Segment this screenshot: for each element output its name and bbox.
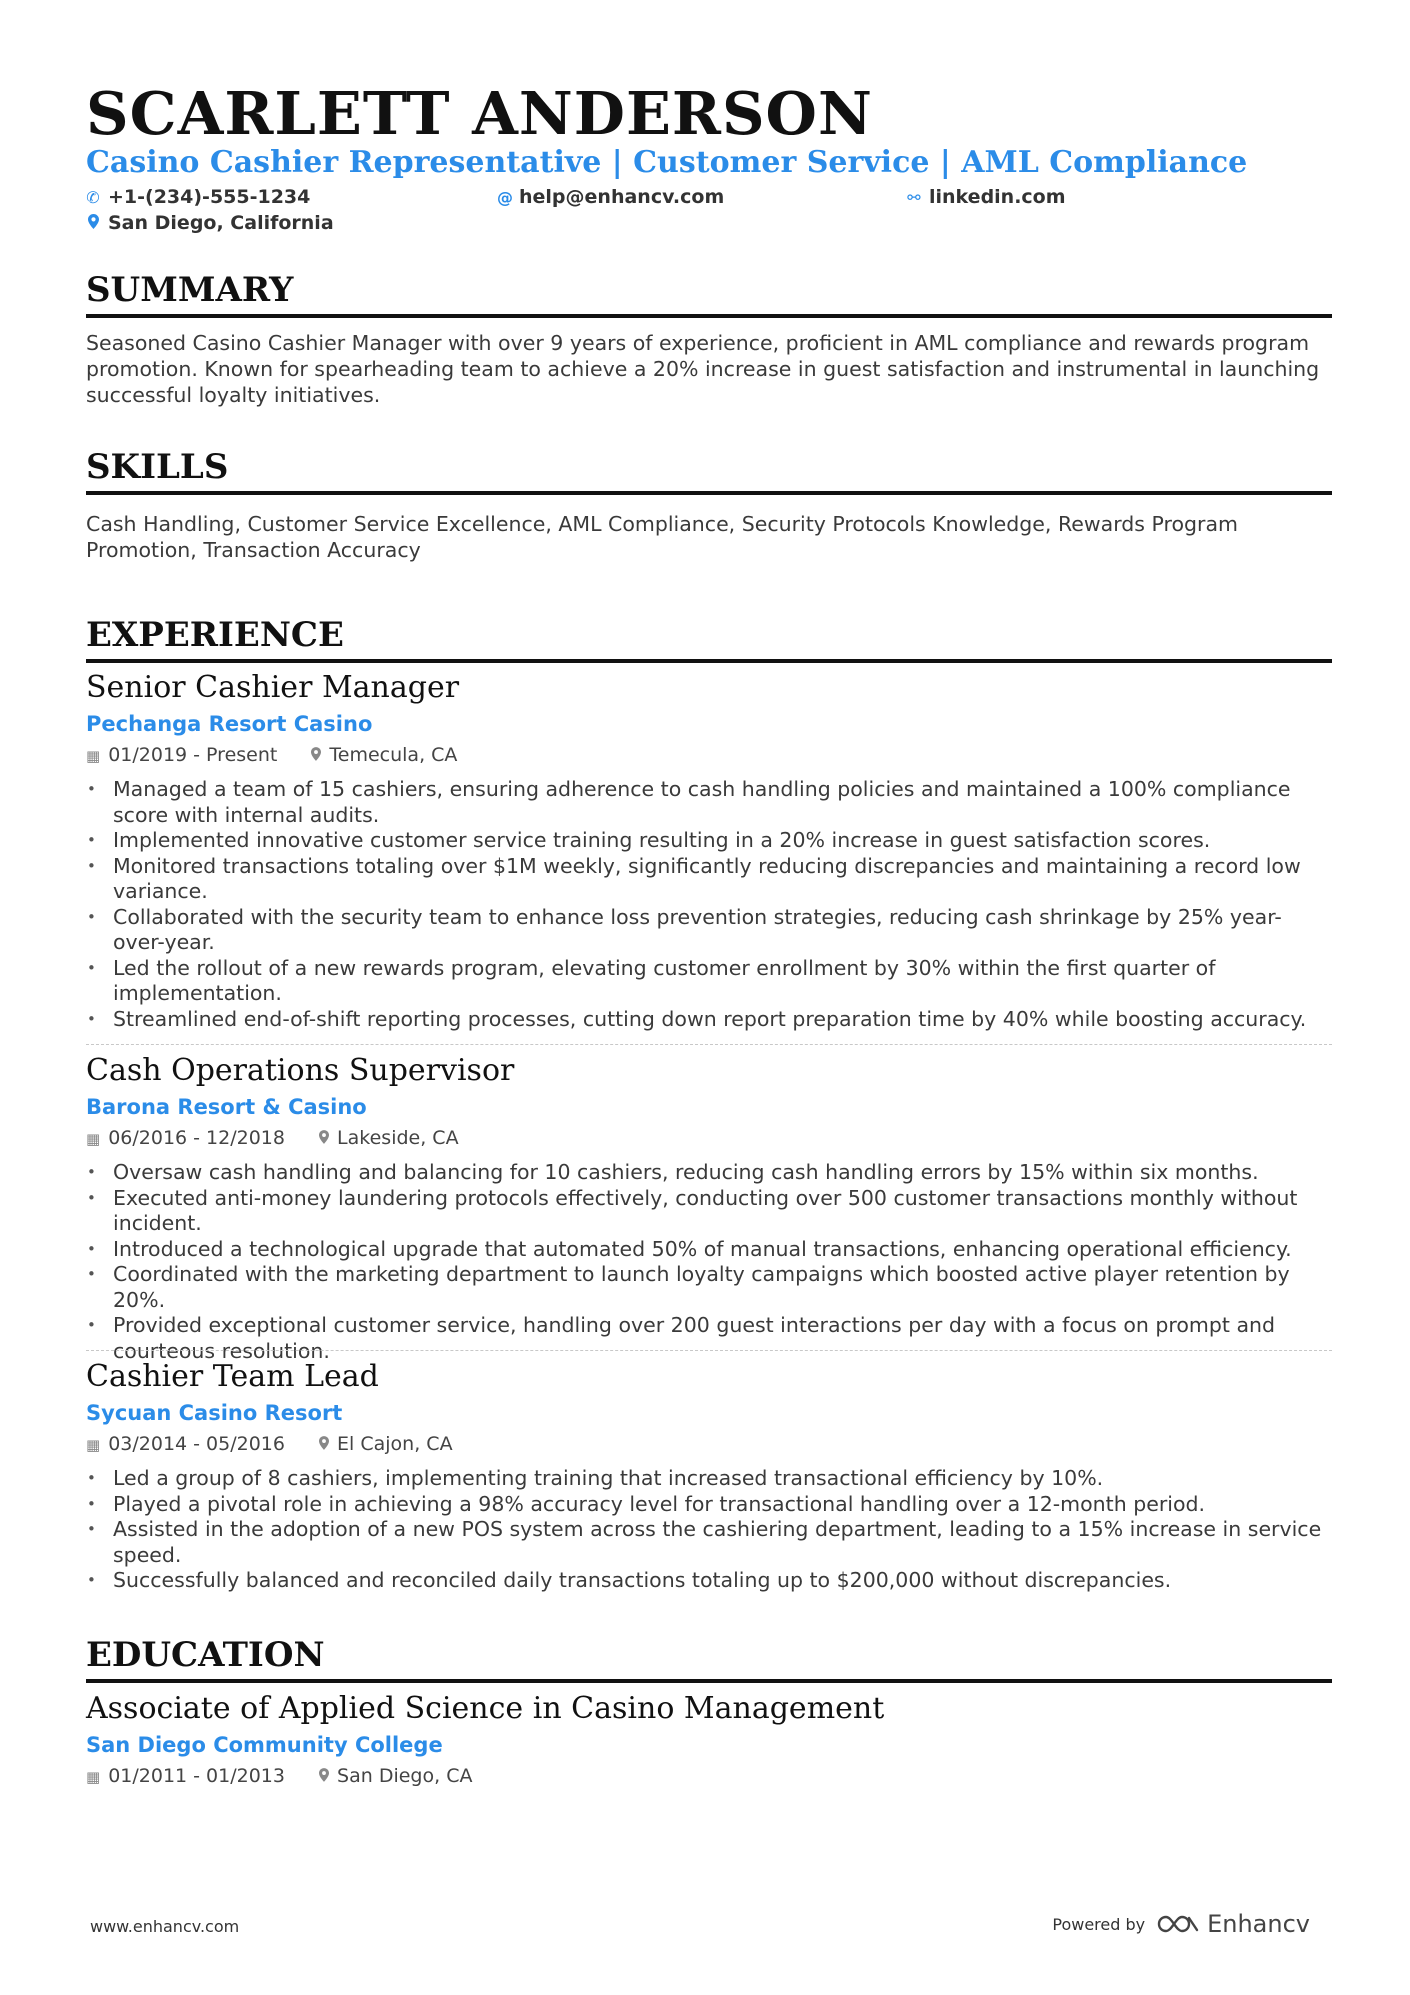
divider bbox=[86, 1350, 1332, 1351]
brand-name: Enhancv bbox=[1207, 1910, 1310, 1938]
map-pin-icon bbox=[311, 743, 321, 769]
education-meta bbox=[86, 1763, 472, 1790]
contact-email[interactable] bbox=[497, 184, 724, 211]
job-meta bbox=[86, 1431, 453, 1458]
degree-title: Associate of Applied Science in Casino Management bbox=[86, 1691, 885, 1726]
list-item: • Assisted in the adoption of a new POS system across the cashiering department, leading to a 15% increase in service speed. bbox=[86, 1517, 1332, 1568]
company-name: Sycuan Casino Resort bbox=[86, 1401, 343, 1425]
map-pin-icon bbox=[319, 1764, 329, 1790]
phone-icon: ✆ bbox=[86, 188, 100, 207]
link-icon: ⚯ bbox=[907, 188, 921, 207]
list-item: • Managed a team of 15 cashiers, ensuring adherence to cash handling policies and maintained a 100% compliance score with internal audits. bbox=[86, 777, 1332, 828]
footer-website[interactable]: www.enhancv.com bbox=[90, 1917, 240, 1936]
job-dates: 03/2014 - 05/2016 bbox=[108, 1433, 285, 1455]
phone-text: +1-(234)-555-1234 bbox=[108, 186, 311, 208]
education-dates: 01/2011 - 01/2013 bbox=[108, 1765, 285, 1787]
email-link[interactable]: help@enhancv.com bbox=[519, 186, 725, 208]
contact-linkedin[interactable] bbox=[907, 184, 1066, 211]
list-item: • Introduced a technological upgrade that automated 50% of manual transactions, enhancing operational efficiency. bbox=[86, 1237, 1332, 1263]
list-item: • Oversaw cash handling and balancing for 10 cashiers, reducing cash handling errors by 15% within six months. bbox=[86, 1160, 1332, 1186]
list-item: • Successfully balanced and reconciled daily transactions totaling up to $200,000 without discrepancies. bbox=[86, 1568, 1332, 1594]
job-dates: 06/2016 - 12/2018 bbox=[108, 1127, 285, 1149]
linkedin-link[interactable]: linkedin.com bbox=[929, 186, 1066, 208]
divider bbox=[86, 1044, 1332, 1045]
calendar-icon: ▦ bbox=[86, 1130, 101, 1148]
list-item: • Executed anti-money laundering protocols effectively, conducting over 500 customer transactions monthly without incident. bbox=[86, 1186, 1332, 1237]
summary-heading: SUMMARY bbox=[86, 268, 1332, 318]
education-location: San Diego, CA bbox=[337, 1765, 473, 1787]
list-item: • Implemented innovative customer service training resulting in a 20% increase in guest satisfaction scores. bbox=[86, 828, 1332, 854]
map-pin-icon bbox=[319, 1126, 329, 1152]
experience-heading: EXPERIENCE bbox=[86, 613, 1332, 663]
school-name: San Diego Community College bbox=[86, 1733, 443, 1757]
calendar-icon: ▦ bbox=[86, 1436, 101, 1454]
education-heading: EDUCATION bbox=[86, 1633, 1332, 1683]
list-item: • Led the rollout of a new rewards program, elevating customer enrollment by 30% within the first quarter of implementation. bbox=[86, 956, 1332, 1007]
job-title: Senior Cashier Manager bbox=[86, 670, 460, 705]
calendar-icon: ▦ bbox=[86, 747, 101, 765]
job-location: Temecula, CA bbox=[329, 744, 458, 766]
list-item: • Monitored transactions totaling over $1M weekly, significantly reducing discrepancies and maintaining a record low variance. bbox=[86, 854, 1332, 905]
at-icon: @ bbox=[497, 188, 513, 207]
contact-location bbox=[86, 210, 334, 237]
list-item: • Led a group of 8 cashiers, implementing training that increased transactional efficiency by 10%. bbox=[86, 1466, 1332, 1492]
map-pin-icon bbox=[319, 1432, 329, 1458]
job-meta bbox=[86, 742, 457, 769]
location-text: San Diego, California bbox=[108, 212, 334, 234]
contact-phone bbox=[86, 184, 310, 211]
list-item: • Streamlined end-of-shift reporting processes, cutting down report preparation time by 40% while boosting accuracy. bbox=[86, 1007, 1332, 1033]
calendar-icon: ▦ bbox=[86, 1768, 101, 1786]
job-meta bbox=[86, 1125, 459, 1152]
enhancv-logo[interactable] bbox=[1155, 1910, 1310, 1938]
list-item: • Played a pivotal role in achieving a 98% accuracy level for transactional handling over a 12-month period. bbox=[86, 1492, 1332, 1518]
job-dates: 01/2019 - Present bbox=[108, 744, 278, 766]
job-bullets bbox=[86, 1160, 1332, 1364]
list-item: • Collaborated with the security team to enhance loss prevention strategies, reducing cash shrinkage by 25% year-over-year. bbox=[86, 905, 1332, 956]
job-title: Cash Operations Supervisor bbox=[86, 1053, 515, 1088]
skills-heading: SKILLS bbox=[86, 445, 1332, 495]
job-bullets bbox=[86, 777, 1332, 1032]
job-title: Cashier Team Lead bbox=[86, 1359, 379, 1394]
footer-powered-by[interactable] bbox=[1052, 1910, 1310, 1938]
powered-by-label: Powered by bbox=[1052, 1914, 1146, 1934]
company-name: Barona Resort & Casino bbox=[86, 1095, 367, 1119]
enhancv-logo-icon bbox=[1155, 1912, 1201, 1936]
job-location: Lakeside, CA bbox=[337, 1127, 459, 1149]
list-item: • Provided exceptional customer service, handling over 200 guest interactions per day with a focus on prompt and courteous resolution. bbox=[86, 1313, 1332, 1364]
job-location: El Cajon, CA bbox=[337, 1433, 453, 1455]
summary-text: Seasoned Casino Cashier Manager with over 9 years of experience, proficient in AML compliance and rewards program promotion. Known for spearheading team to achieve a 20% increase in guest satisfaction and instrumental in launching successful loyalty initiatives. bbox=[86, 331, 1320, 407]
skills-text: Cash Handling, Customer Service Excellence, AML Compliance, Security Protocols Knowledge, Rewards Program Promotion, Transaction Accuracy bbox=[86, 512, 1238, 562]
map-pin-icon bbox=[86, 211, 100, 237]
candidate-name: SCARLETT ANDERSON bbox=[86, 79, 873, 148]
headline: Casino Cashier Representative | Customer Service | AML Compliance bbox=[86, 145, 1248, 180]
list-item: • Coordinated with the marketing department to launch loyalty campaigns which boosted active player retention by 20%. bbox=[86, 1262, 1332, 1313]
job-bullets bbox=[86, 1466, 1332, 1594]
company-name: Pechanga Resort Casino bbox=[86, 712, 373, 736]
